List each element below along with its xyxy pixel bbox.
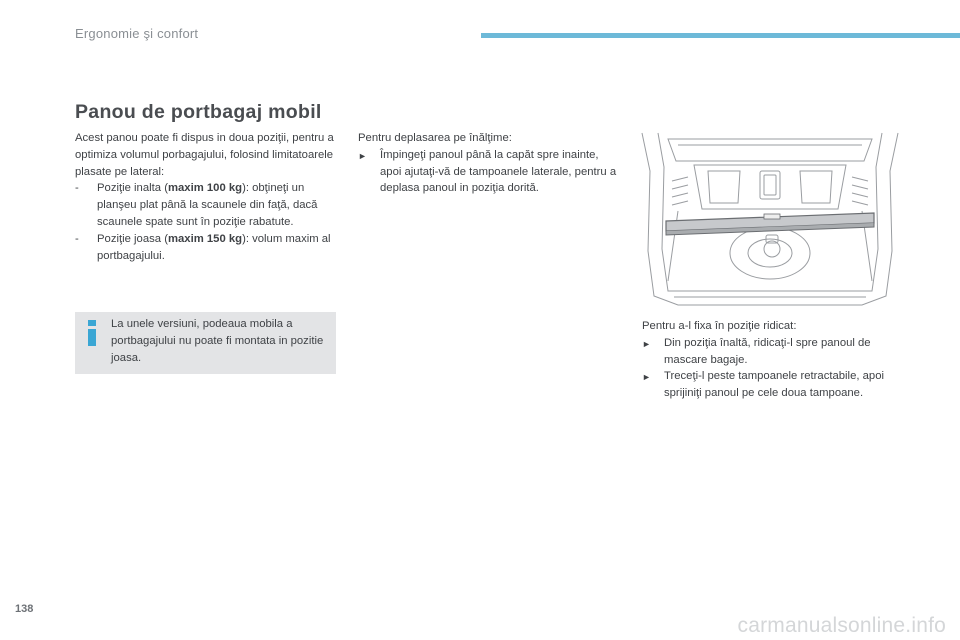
positions-intro: Acest panou poate fi dispus in doua poziţii, pentru a optimiza volumul porbagajului, folosind limitatoarele plasate pe lateral: (75, 132, 334, 178)
triangle-icon: ► (358, 150, 367, 161)
info-icon (87, 320, 97, 346)
header-accent-bar (481, 33, 960, 38)
item-suffix: ): volum maxim al portbagajului. (97, 232, 331, 262)
item-suffix: ): obţineţi un planşeu plat până la scaunele din faţă, dacă scaunele spate sunt în poziţie rabatute. (97, 182, 318, 228)
item-prefix: Poziţie inalta ( (97, 182, 168, 195)
fix-raised-step-2 (642, 368, 904, 402)
column-height-adjust (358, 130, 620, 197)
triangle-icon: ► (642, 372, 651, 383)
height-adjust-step (358, 147, 620, 197)
step-text: Împingeţi panoul până la capăt spre inainte, apoi ajutaţi-vă de tampoanele laterale, pentru a deplasa panoul in poziţia dorită. (380, 148, 617, 195)
page-title: Panou de portbagaj mobil (75, 101, 322, 123)
position-item-low (75, 231, 337, 265)
step-text: Treceţi-l peste tampoanele retractabile, apoi sprijiniţi panoul pe cele doua tampoane. (664, 370, 884, 400)
page-number: 138 (15, 603, 34, 615)
triangle-icon: ► (642, 338, 651, 349)
item-bold: maxim 150 kg (167, 232, 243, 245)
item-bold: maxim 100 kg (167, 182, 243, 195)
fix-raised-intro: Pentru a-l fixa în poziţie ridicat: (642, 320, 797, 332)
height-adjust-intro: Pentru deplasarea pe înălţime: (358, 132, 512, 144)
position-item-high (75, 180, 337, 230)
column-fix-raised (642, 318, 904, 402)
section-title: Ergonomie şi confort (75, 26, 199, 41)
step-text: Din poziţia înaltă, ridicaţi-l spre panoul de mascare bagaje. (664, 336, 871, 366)
column-positions (75, 130, 337, 264)
fix-raised-step-1 (642, 335, 904, 369)
dash-marker: - (75, 182, 79, 195)
watermark: carmanualsonline.info (737, 614, 946, 637)
info-text: La unele versiuni, podeaua mobila a portbagajului nu poate fi montata in pozitie joasa. (111, 318, 324, 364)
item-prefix: Poziţie joasa ( (97, 232, 168, 245)
dash-marker: - (75, 232, 79, 245)
trunk-illustration (638, 131, 902, 307)
info-box (75, 312, 336, 374)
